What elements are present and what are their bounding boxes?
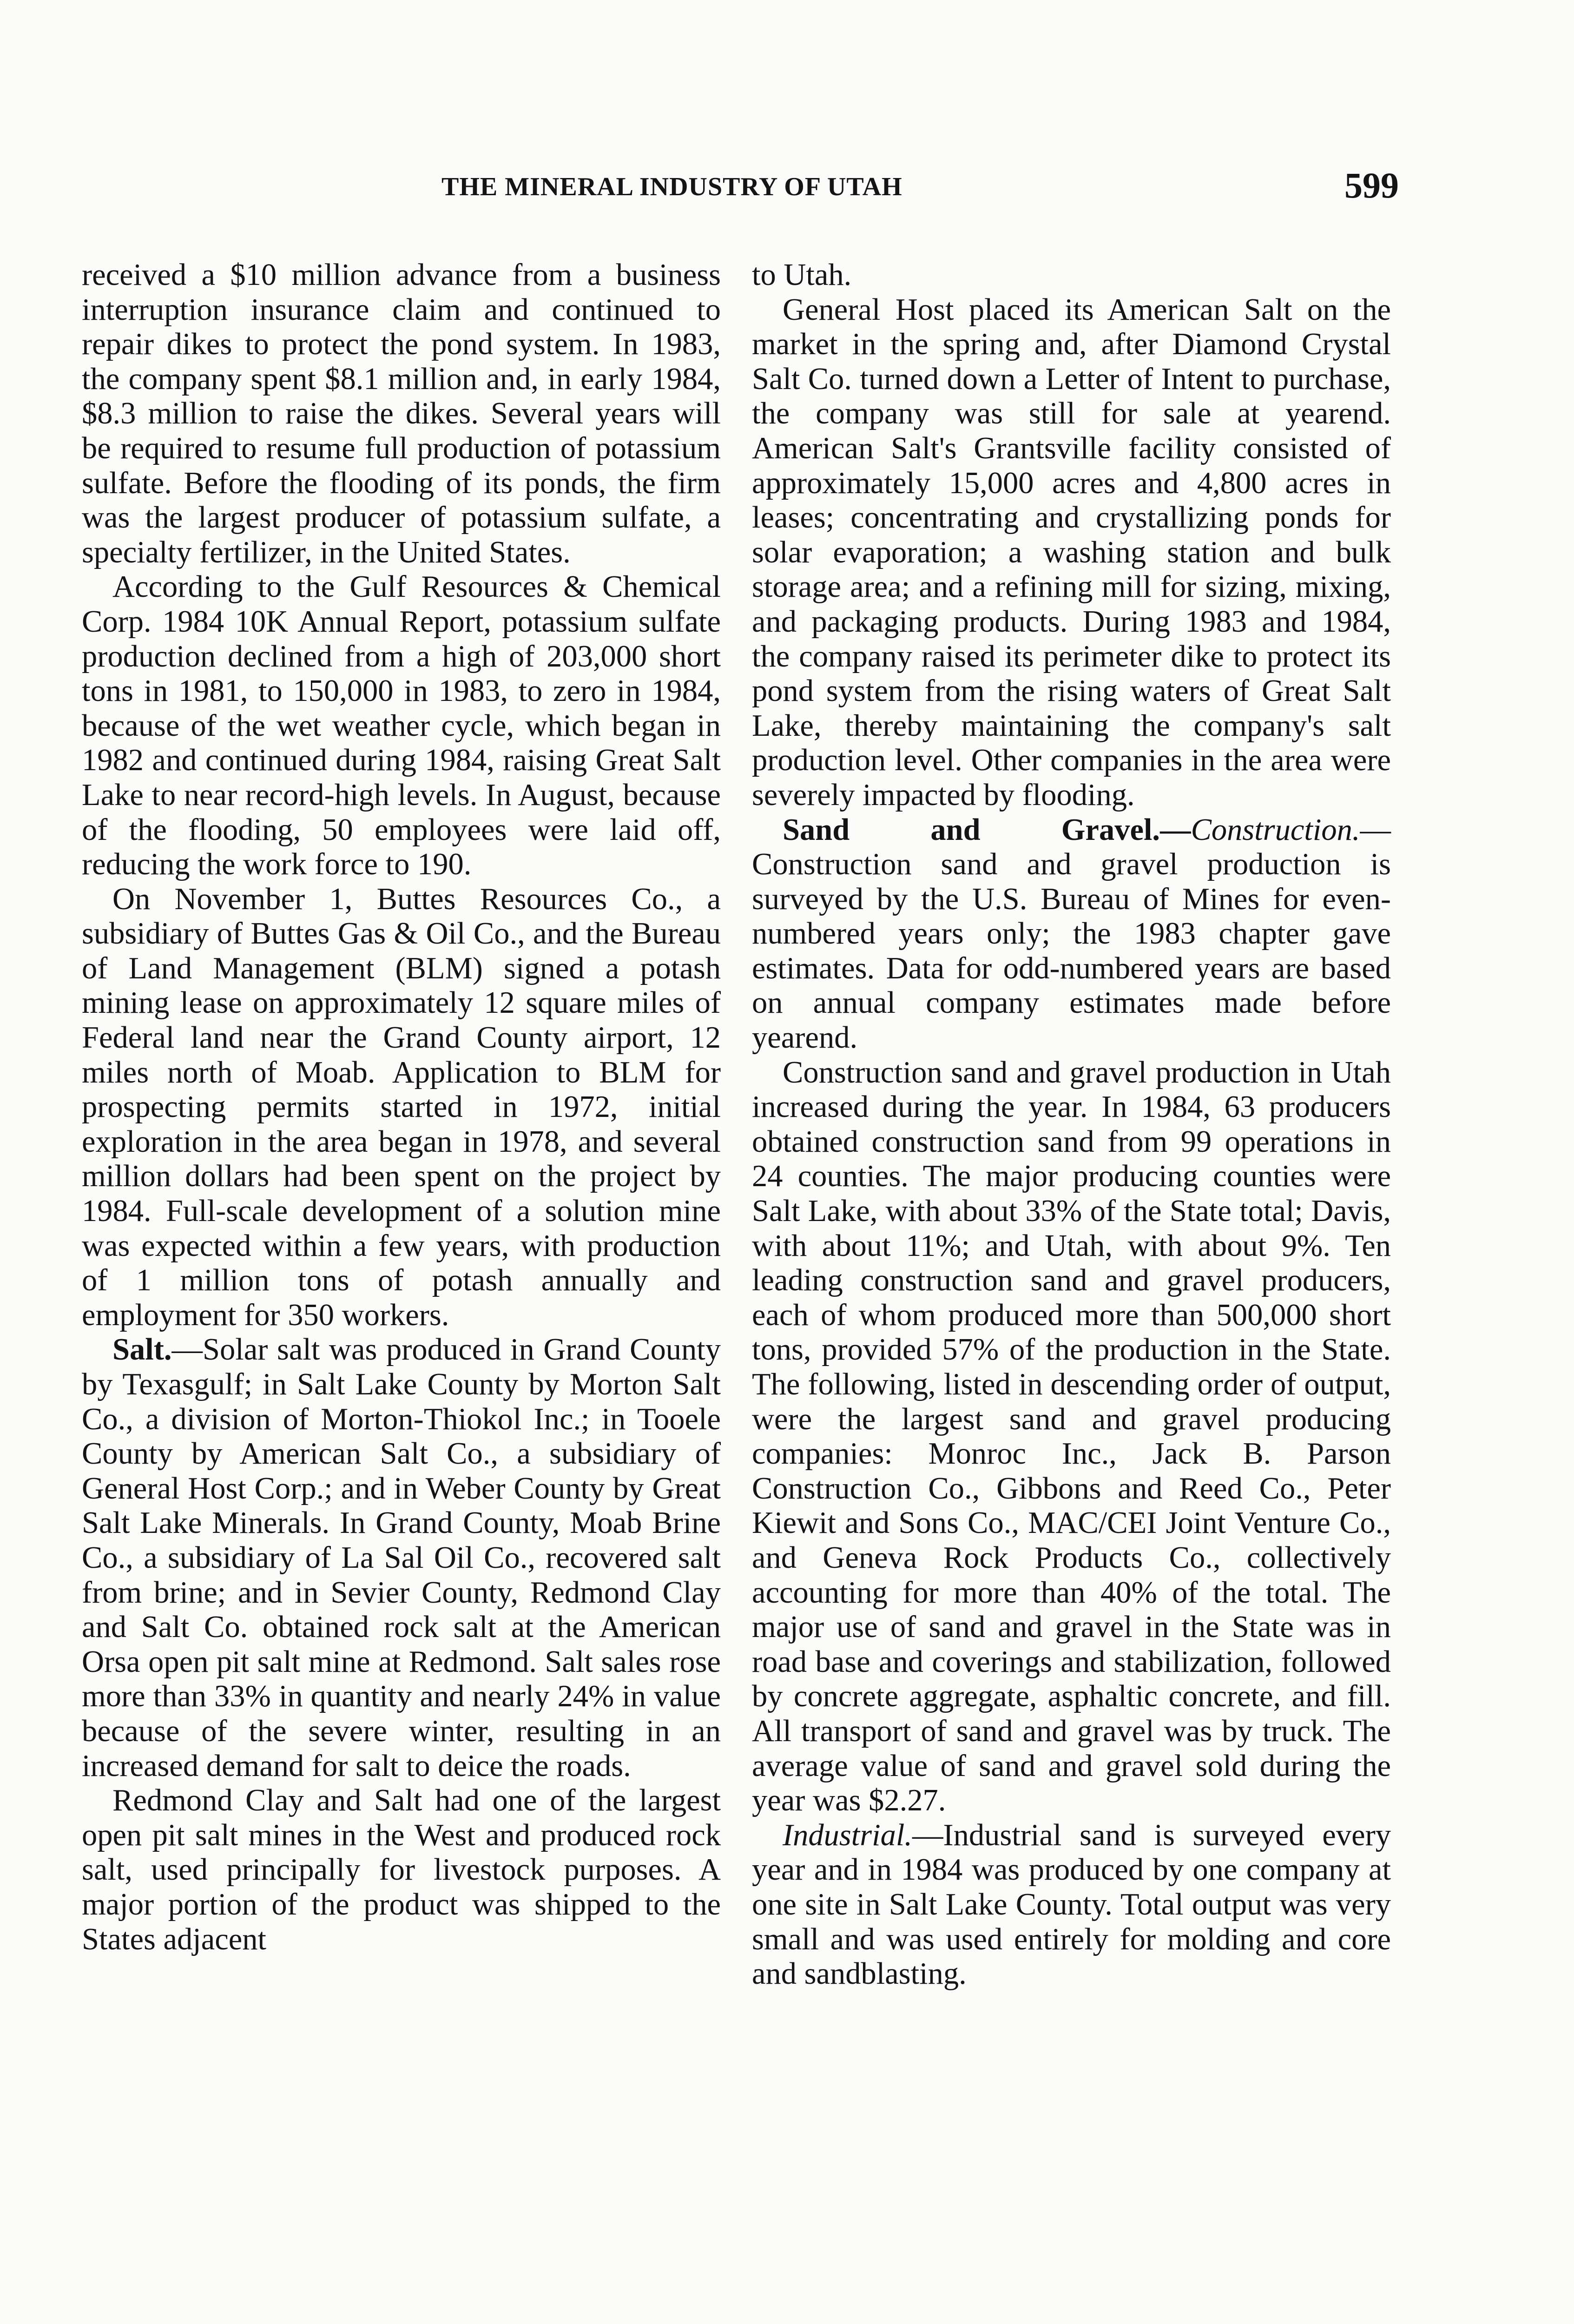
subsection-heading-industrial: Industrial. xyxy=(783,1818,912,1852)
right-column xyxy=(752,258,1391,1992)
paragraph-text: —Construction sand and gravel production is surveyed by the U.S. Bureau of Mines for even-numbered years only; the 1983 chapter gave estimates. Data for odd-numbered years are based on annual company estimates made before yearend. xyxy=(752,812,1391,1055)
left-column xyxy=(82,258,721,1957)
paragraph-salt xyxy=(82,1333,721,1783)
subsection-heading-construction: Construction. xyxy=(1191,812,1360,847)
paragraph: General Host placed its American Salt on the market in the spring and, after Diamond Crystal Salt Co. turned down a Letter of Intent to purchase, the company was still for sale at yearend. American Salt's Grantsville facility consisted of approximately 15,000 acres and 4,800 acres in leases; concentrating and crystallizing ponds for solar evaporation; a washing station and bulk storage area; and a refining mill for sizing, mixing, and packaging products. During 1983 and 1984, the company raised its perimeter dike to protect its pond system from the rising waters of Great Salt Lake, thereby maintaining the company's salt production level. Other companies in the area were severely impacted by flooding. xyxy=(752,292,1391,812)
paragraph: Construction sand and gravel production in Utah increased during the year. In 1984, 63 producers obtained construction sand from 99 operations in 24 counties. The major producing counties were Salt Lake, with about 33% of the State total; Davis, with about 11%; and Utah, with about 9%. Ten leading construction sand and gravel producers, each of whom produced more than 500,000 short tons, provided 57% of the production in the State. The following, listed in descending order of output, were the largest sand and gravel producing companies: Monroc Inc., Jack B. Parson Construction Co., Gibbons and Reed Co., Peter Kiewit and Sons Co., MAC/CEI Joint Venture Co., and Geneva Rock Products Co., collectively accounting for more than 40% of the total. The major use of sand and gravel in the State was in road base and coverings and stabilization, followed by concrete aggregate, asphaltic concrete, and fill. All transport of sand and gravel was by truck. The average value of sand and gravel sold during the year was $2.27. xyxy=(752,1055,1391,1818)
paragraph: According to the Gulf Resources & Chemical Corp. 1984 10K Annual Report, potassium sulfate production declined from a high of 203,000 short tons in 1981, to 150,000 in 1983, to zero in 1984, because of the wet weather cycle, which began in 1982 and continued during 1984, raising Great Salt Lake to near record-high levels. In August, because of the flooding, 50 employees were laid off, reducing the work force to 190. xyxy=(82,570,721,882)
paragraph-text: —Industrial sand is surveyed every year and in 1984 was produced by one company at one site in Salt Lake County. Total output was very small and was used entirely for molding and core and sandblasting. xyxy=(752,1818,1391,1991)
paragraph-text: —Solar salt was produced in Grand County by Texasgulf; in Salt Lake County by Morton Salt Co., a division of Morton-Thiokol Inc.; in Tooele County by American Salt Co., a subsidiary of General Host Corp.; and in Weber County by Great Salt Lake Minerals. In Grand County, Moab Brine Co., a subsidiary of La Sal Oil Co., recovered salt from brine; and in Sevier County, Redmond Clay and Salt Co. obtained rock salt at the American Orsa open pit salt mine at Redmond. Salt sales rose more than 33% in quantity and nearly 24% in value because of the severe winter, resulting in an increased demand for salt to deice the roads. xyxy=(82,1333,721,1783)
paragraph: Redmond Clay and Salt had one of the largest open pit salt mines in the West and produced rock salt, used principally for livestock purposes. A major portion of the product was shipped to the States adjacent xyxy=(82,1783,721,1956)
running-title: THE MINERAL INDUSTRY OF UTAH xyxy=(441,172,902,201)
heading-dash: — xyxy=(1160,812,1191,847)
paragraph: to Utah. xyxy=(752,258,852,292)
paragraph-industrial xyxy=(752,1818,1391,1992)
page-number: 599 xyxy=(1344,165,1399,205)
section-heading-salt: Salt. xyxy=(112,1333,172,1367)
page-header xyxy=(84,167,1399,214)
paragraph-sand-gravel xyxy=(752,813,1391,1056)
paragraph: On November 1, Buttes Resources Co., a subsidiary of Buttes Gas & Oil Co., and the Bureau of Land Management (BLM) signed a potash mining lease on approximately 12 square miles of Federal land near the Grand County airport, 12 miles north of Moab. Application to BLM for prospecting permits started in 1972, initial exploration in the area began in 1978, and several million dollars had been spent on the project by 1984. Full-scale development of a solution mine was expected within a few years, with production of 1 million tons of potash annually and employment for 350 workers. xyxy=(82,882,721,1332)
section-heading-sand-gravel: Sand and Gravel. xyxy=(783,812,1160,847)
paragraph: received a $10 million advance from a business interruption insurance claim and continued to repair dikes to protect the pond system. In 1983, the company spent $8.1 million and, in early 1984, $8.3 million to raise the dikes. Several years will be required to resume full production of potassium sulfate. Before the flooding of its ponds, the firm was the largest producer of potassium sulfate, a specialty fertilizer, in the United States. xyxy=(82,258,721,569)
